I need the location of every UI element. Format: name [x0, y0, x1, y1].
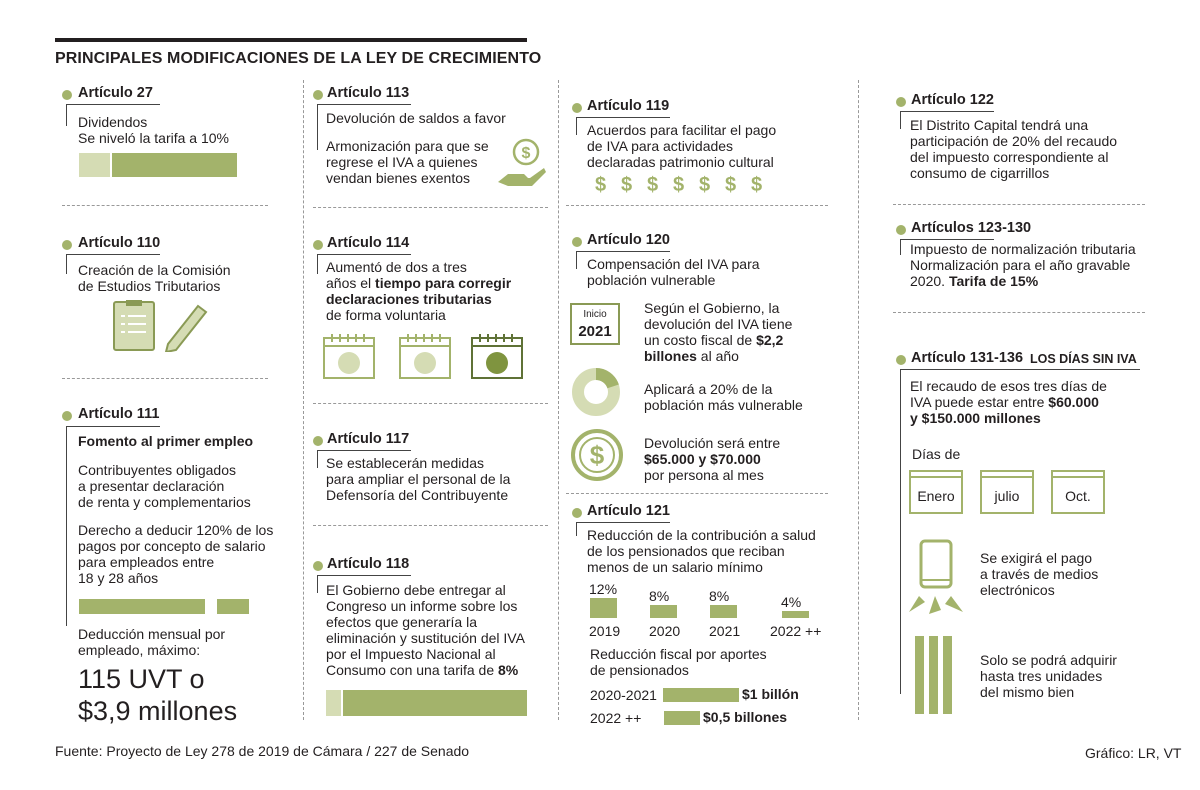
article-123-l1: Impuesto de normalización tributaria: [910, 241, 1136, 257]
article-111-p3-1: empleado, máximo:: [78, 642, 201, 658]
tax-rate-bar: [112, 153, 237, 177]
calendar-icon: [472, 334, 522, 378]
article-dot: [62, 90, 72, 100]
iva-rate-bar-light: [326, 690, 341, 716]
source-note: Fuente: Proyecto de Ley 278 de 2019 de Cámara / 227 de Senado: [55, 743, 470, 759]
title-rule: [55, 38, 527, 42]
credit-note: Gráfico: LR, VT: [1085, 745, 1182, 761]
article-114-label: Artículo 114: [327, 235, 410, 251]
age-range-bar: [217, 599, 249, 614]
days-without-iva-tag: LOS DÍAS SIN IVA: [1030, 352, 1137, 366]
article-121-p2: menos de un salario mínimo: [587, 559, 763, 575]
calendar-year: 2021: [578, 323, 612, 340]
dollar-sign: $: [725, 174, 737, 196]
unit-bar: [943, 636, 952, 714]
phone-payment-icon: [905, 538, 969, 618]
section-separator: [893, 204, 1145, 205]
article-123-l3a: 2020.: [910, 273, 949, 289]
article-120-dev2: $65.000 y $70.000: [644, 451, 761, 467]
article-dot: [896, 97, 906, 107]
article-122-p1: participación de 20% del recaudo: [910, 133, 1118, 149]
article-122-label: Artículo 122: [911, 92, 994, 108]
article-131-r2: [910, 394, 1099, 410]
article-dot: [313, 240, 323, 250]
article-114-l2: [326, 275, 511, 291]
fiscal-bar-2022 ++: [664, 711, 700, 725]
article-111-label: Artículo 111: [78, 406, 160, 422]
article-131-unid1: hasta tres unidades: [980, 668, 1103, 684]
dollar-sign: $: [595, 174, 607, 196]
iva-rate-bar: [343, 690, 527, 716]
fiscal-bar-2020-2021: [663, 688, 739, 702]
article-dot: [572, 508, 582, 518]
calendar-top-label: Inicio: [583, 309, 607, 320]
article-131-pago2: electrónicos: [980, 582, 1055, 598]
article-111-p2-3: 18 y 28 años: [78, 570, 159, 586]
pension-bar-2021: [710, 605, 737, 618]
fiscal-bar-category: 2020-2021: [590, 687, 657, 703]
article-111-p3-0: Deducción mensual por: [78, 626, 226, 642]
section-separator: [566, 205, 828, 206]
article-121-fiscal0: Reducción fiscal por aportes: [590, 646, 767, 662]
pension-bar-value: 12%: [589, 581, 618, 597]
article-111-p1-1: a presentar declaración: [78, 478, 225, 494]
article-113-line1: Devolución de saldos a favor: [326, 110, 506, 126]
article-120-p1: población vulnerable: [587, 272, 716, 288]
article-119-label: Artículo 119: [587, 98, 670, 114]
article-123-l2: Normalización para el año gravable: [910, 257, 1131, 273]
svg-text:$: $: [521, 145, 531, 162]
article-117-p0: Se establecerán medidas: [326, 455, 484, 471]
calendar-icon: [400, 334, 450, 378]
article-120-g4: [644, 348, 739, 364]
article-120-p0: Compensación del IVA para: [587, 256, 760, 272]
article-120-g2: devolución del IVA tiene: [644, 316, 793, 332]
article-111-p2-1: pagos por concepto de salario: [78, 538, 266, 554]
article-111-p2-0: Derecho a deducir 120% de los: [78, 522, 274, 538]
section-separator: [893, 312, 1145, 313]
article-114-l1: Aumentó de dos a tres: [326, 259, 467, 275]
article-120-g1: Según el Gobierno, la: [644, 300, 780, 316]
donut-20-percent-icon: [570, 366, 622, 418]
calendar-rings: [982, 474, 1032, 478]
article-dot: [896, 355, 906, 365]
article-131-label: Artículo 131-136: [911, 350, 1024, 366]
article-114-l2a: años el: [326, 275, 376, 291]
pension-bar-value: 8%: [709, 588, 730, 604]
article-123-label: Artículos 123-130: [911, 220, 1032, 236]
pension-bar-category: 2021: [709, 623, 741, 639]
article-27-line2: Se niveló la tarifa a 10%: [78, 130, 229, 146]
article-119-p0: Acuerdos para facilitar el pago: [587, 122, 777, 138]
article-dot: [896, 225, 906, 235]
article-118-label: Artículo 118: [327, 556, 410, 572]
article-131-unid2: del mismo bien: [980, 684, 1075, 700]
article-123-l3b: Tarifa de 15%: [948, 273, 1039, 289]
section-separator: [313, 403, 548, 404]
article-27-line1: Dividendos: [78, 114, 148, 130]
pension-bar-category: 2022 ++: [770, 623, 822, 639]
pension-bar-category: 2019: [589, 623, 621, 639]
article-111-p2-2: para empleados entre: [78, 554, 215, 570]
article-122-p2: del impuesto correspondiente al: [910, 149, 1109, 165]
pension-bar-value: 8%: [649, 588, 670, 604]
page-title: PRINCIPALES MODIFICACIONES DE LA LEY DE CRECIMIENTO: [55, 50, 542, 67]
article-dot: [572, 103, 582, 113]
article-118-last-b: 8%: [498, 662, 519, 678]
column-separator: [858, 80, 859, 720]
calendar-month-icon: [980, 470, 1034, 514]
fiscal-bar-value: $0,5 billones: [703, 709, 788, 725]
article-117-label: Artículo 117: [327, 431, 410, 447]
article-110-line1: Creación de la Comisión: [78, 262, 231, 278]
article-111-big1: 115 UVT o: [78, 664, 205, 694]
article-120-g4b: al año: [696, 348, 739, 364]
calendar-rings: [1053, 474, 1103, 478]
pension-bar-value: 4%: [781, 594, 802, 610]
article-131-r3: y $150.000 millones: [910, 410, 1041, 426]
article-131-pago1: a través de medios: [980, 566, 1099, 582]
article-dot: [572, 237, 582, 247]
pension-bar-category: 2020: [649, 623, 681, 639]
article-131-r2a: IVA puede estar entre: [910, 394, 1049, 410]
article-120-g3b: $2,2: [756, 332, 784, 348]
dollar-sign: $: [699, 174, 711, 196]
article-120-dev1: Devolución será entre: [644, 435, 781, 451]
article-dot: [62, 240, 72, 250]
calendar-icons: [322, 332, 528, 380]
hand-coin-icon: [494, 138, 548, 190]
article-118-p2: efectos que generaría la: [326, 614, 477, 630]
article-120-pct1: Aplicará a 20% de la: [644, 381, 773, 397]
pension-bar-2022 ++: [782, 611, 809, 618]
article-114-l4: de forma voluntaria: [326, 307, 446, 323]
article-120-label: Artículo 120: [587, 232, 670, 248]
section-separator: [62, 378, 268, 379]
article-111-p1-2: de renta y complementarios: [78, 494, 251, 510]
article-118-p1: Congreso un informe sobre los: [326, 598, 518, 614]
fiscal-bar-category: 2022 ++: [590, 710, 642, 726]
section-separator: [566, 493, 828, 494]
article-111-heading: Fomento al primer empleo: [78, 433, 254, 449]
article-131-r1: El recaudo de esos tres días de: [910, 378, 1107, 394]
article-120-pct2: población más vulnerable: [644, 397, 803, 413]
article-118-p4: por el Impuesto Nacional al: [326, 646, 496, 662]
month-label: julio: [994, 488, 1020, 504]
section-separator: [313, 525, 548, 526]
dollar-sign: $: [621, 174, 633, 196]
article-dot: [62, 411, 72, 421]
article-113-label: Artículo 113: [327, 85, 410, 101]
article-117-p2: Defensoría del Contribuyente: [326, 487, 509, 503]
article-114-l2b: tiempo para corregir: [375, 275, 512, 291]
clipboard-pencil-icon: [112, 300, 208, 352]
article-131-pago0: Se exigirá el pago: [980, 550, 1093, 566]
column-separator: [303, 80, 304, 720]
pension-bar-2019: [590, 598, 617, 618]
calendar-month-icon: [1051, 470, 1105, 514]
article-122-p0: El Distrito Capital tendrá una: [910, 117, 1089, 133]
article-131-dias: Días de: [912, 446, 961, 462]
article-dot: [313, 90, 323, 100]
calendar-icon: [324, 334, 374, 378]
article-110-label: Artículo 110: [78, 235, 161, 251]
article-111-p1-0: Contribuyentes obligados: [78, 462, 236, 478]
calendar-month-icon: [909, 470, 963, 514]
article-121-fiscal1: de pensionados: [590, 662, 689, 678]
article-113-p2: vendan bienes exentos: [326, 170, 470, 186]
pension-bar-2020: [650, 605, 677, 618]
unit-bar: [915, 636, 924, 714]
age-range-bar: [79, 599, 205, 614]
article-118-p3: eliminación y sustitución del IVA: [326, 630, 525, 646]
article-121-label: Artículo 121: [587, 503, 670, 519]
article-118-p0: El Gobierno debe entregar al: [326, 582, 506, 598]
section-separator: [313, 207, 548, 208]
article-113-p0: Armonización para que se: [326, 138, 489, 154]
month-label: Enero: [917, 488, 955, 504]
dollar-coin-icon: [570, 428, 624, 482]
tax-rate-bar-light: [79, 153, 110, 177]
article-120-dev3: por persona al mes: [644, 467, 764, 483]
article-131-unid0: Solo se podrá adquirir: [980, 652, 1117, 668]
article-123-l3: [910, 273, 1038, 289]
fiscal-bar-value: $1 billón: [742, 686, 799, 702]
dollar-sign: $: [647, 174, 659, 196]
month-label: Oct.: [1065, 488, 1091, 504]
article-111-big2: $3,9 millones: [78, 696, 238, 726]
dollar-sign: $: [673, 174, 685, 196]
article-27-label: Artículo 27: [78, 85, 153, 101]
article-dot: [313, 436, 323, 446]
article-121-p1: de los pensionados que reciban: [587, 543, 785, 559]
article-119-p2: declaradas patrimonio cultural: [587, 154, 774, 170]
article-113-p1: regrese el IVA a quienes: [326, 154, 478, 170]
article-120-g4a: billones: [644, 348, 697, 364]
column-separator: [558, 80, 559, 720]
article-120-g3a: un costo fiscal de: [644, 332, 757, 348]
article-dot: [313, 561, 323, 571]
article-114-l3: declaraciones tributarias: [326, 291, 492, 307]
article-118-last: [326, 662, 518, 678]
calendar-2021-icon: [570, 303, 620, 345]
article-119-p1: de IVA para actividades: [587, 138, 734, 154]
dollar-sign: $: [751, 174, 763, 196]
unit-bar: [929, 636, 938, 714]
article-131-r2b: $60.000: [1048, 394, 1099, 410]
article-121-p0: Reducción de la contribución a salud: [587, 527, 816, 543]
calendar-rings: [911, 474, 961, 478]
article-122-p3: consumo de cigarrillos: [910, 165, 1050, 181]
article-117-p1: para ampliar el personal de la: [326, 471, 511, 487]
svg-text:$: $: [589, 440, 605, 470]
article-120-g3: [644, 332, 783, 348]
section-separator: [62, 205, 268, 206]
article-118-last-a: Consumo con una tarifa de: [326, 662, 498, 678]
article-110-line2: de Estudios Tributarios: [78, 278, 221, 294]
